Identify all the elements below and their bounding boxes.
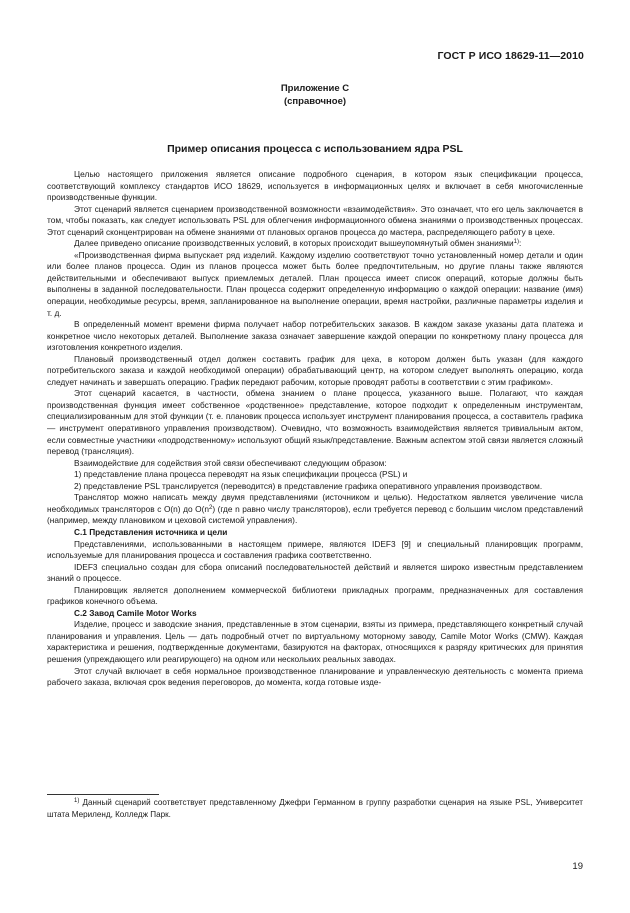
- paragraph: [47, 319, 583, 354]
- paragraph-text: С.2 Завод Camile Motor Works: [74, 607, 197, 618]
- paragraph-text: Планировщик является дополнением коммерческой библиотеки прикладных программ, предназначенных для составления графиков конечного объема.: [47, 584, 583, 607]
- footnote-mark: 1): [74, 798, 80, 804]
- paragraph: [47, 492, 583, 527]
- paragraph-text-continued: :: [518, 238, 522, 249]
- annex-status: (справочное): [283, 96, 347, 107]
- paragraph: [47, 354, 583, 389]
- paragraph-text: Этот сценарий является сценарием производственной возможности «взаимодействия». Это означает, что его цель заключается в том, чтобы показать, как следует использовать PSL для облегчения информационного обмена знаниями о производственных процессах. Этот сценарий сконцентрирован на обмене знаниями от плановых органов процесса до мастера, распределяющего работу в цехе.: [47, 203, 583, 237]
- footnote-text: Данный сценарий соответствует представленному Джефри Германном в группу разработки сценария на языке PSL, Университет штата Мериленд, Колледж Парк.: [47, 798, 583, 819]
- paragraph-text: Взаимодействие для содействия этой связи обеспечивают следующим образом:: [74, 457, 387, 468]
- paragraph: [47, 481, 583, 493]
- paragraph-text: Целью настоящего приложения является описание подробного сценария, в котором язык спецификации процесса, соответствующий комплексу стандартов ИСО 18629, используется в информационных целях и включает в себя многочисленные производственные функции.: [47, 169, 583, 203]
- section-heading: [47, 527, 583, 539]
- paragraph: [47, 585, 583, 608]
- paragraph-text: В определенный момент времени фирма получает набор потребительских заказов. В каждом заказе указаны дата платежа и конкретное число некоторых деталей. Выполнение заказа означает завершение каждой операции по конкретному плану процесса для изготовления конкретного изделия.: [47, 319, 583, 353]
- paragraph: [47, 388, 583, 457]
- paragraph: [47, 458, 583, 470]
- paragraph-text: Этот случай включает в себя нормальное производственное планирование и управленческую деятельность с момента приема рабочего заказа, включая срок ведения переговоров, до момента, когда готовые изде-: [47, 665, 583, 688]
- paragraph-text: Плановый производственный отдел должен составить график для цеха, в котором должен быть указан (для каждого потребительского заказа и каждой необходимой операции) обрабатывающий центр, на котором следует выполнять операцию, когда следует начинать и завершать операцию. График передают рабочим, которые проводят работы в соответствии с этим графиком».: [47, 353, 583, 387]
- footnote: [47, 797, 583, 820]
- paragraph: [47, 238, 583, 250]
- paragraph-text: 2) представление PSL транслируется (переводится) в представление графика оперативного управления производством.: [74, 480, 543, 491]
- body-text: [47, 169, 583, 689]
- paragraph-text: 1) представление плана процесса переводят на язык спецификации процесса (PSL) и: [74, 469, 408, 480]
- annex-title: Приложение С: [280, 83, 350, 94]
- document-title: Пример описания процесса с использованием ядра PSL: [167, 143, 463, 155]
- paragraph-text-continued: ) (где n равно числу трансляторов), если требуется перевод с большим числом представлений (например, между плановиком и цеховой системой управления).: [47, 503, 584, 526]
- paragraph-text: IDEF3 специально создан для сбора описаний последовательностей действий и является широко известным представлением знаний о процессе.: [47, 561, 583, 584]
- paragraph: [47, 666, 583, 689]
- paragraph-text: «Производственная фирма выпускает ряд изделий. Каждому изделию соответствуют точно установленный номер детали и один или более планов процесса. Один из планов процесса может быть более предпочтительным, но другие планы также являются действительными и обеспечивают выпуск приемлемых деталей. План процесса имеет список операций, которые должны быть выполнены в заданной последовательности. План процесса содержит определенную информацию о каждой операции: название (имя) операции, необходимые ресурсы, время, запланированное на выполнение операции, время настройки, различные параметры изделия и т. д.: [47, 249, 583, 318]
- footnote-separator: [47, 794, 159, 795]
- paragraph-text: Далее приведено описание производственных условий, в которых происходит вышеупомянутый обмен знаниями: [74, 238, 514, 249]
- paragraph-text: Этот сценарий касается, в частности, обмена знанием о плане процесса, указанного выше. Полагают, что каждая производственная функция имеет собственное «родственное» представление, которое подходит к определенным инструментам, специализированным для этой функции (т. е. плановик процесса использует инструмент планирования процесса, а составитель графика — инструмент оперативного управления производством). Очевидно, что возможность взаимодействия является тривиальным актом, если совместные участники «подродственному» используют общий язык/представление. Важным аспектом этой связи является сложный перевод (трансляция).: [47, 388, 583, 457]
- paragraph: [47, 619, 583, 665]
- paragraph: [47, 539, 583, 562]
- superscript: 1): [513, 239, 519, 246]
- paragraph: [47, 204, 583, 239]
- standard-header: ГОСТ Р ИСО 18629-11—2010: [437, 50, 584, 62]
- section-heading: [47, 608, 583, 620]
- paragraph: [47, 469, 583, 481]
- paragraph-text: С.1 Представления источника и цели: [74, 526, 228, 537]
- paragraph-text: Изделие, процесс и заводские знания, представленные в этом сценарии, взяты из примера, представляющего конкретный случай планирования и управления. Цель — дать подробный отчет по виртуальному моторному заводу, Camile Motor Works (CMW). Каждая характеристика и решения, подтвержденные документами, базируются на факторах, относящихся к разряду критических для принятия решения (упреждающего или реагирующего) на одном или нескольких реальных заводах.: [47, 619, 583, 664]
- paragraph: [47, 562, 583, 585]
- superscript: 2: [208, 504, 213, 511]
- paragraph: [47, 169, 583, 204]
- paragraph-text: Представлениями, использованными в настоящем примере, являются IDEF3 [9] и специальный планировщик программ, используемые для планирования процесса и составления графика соответственно.: [47, 538, 583, 561]
- paragraph: [47, 250, 583, 319]
- page-number: 19: [572, 861, 583, 872]
- annex-heading: [0, 82, 630, 108]
- paragraph-text: Транслятор можно написать между двумя представлениями (источником и целью). Недостатком является увеличение числа необходимых трансляторов с O(n) до O(n: [47, 492, 583, 514]
